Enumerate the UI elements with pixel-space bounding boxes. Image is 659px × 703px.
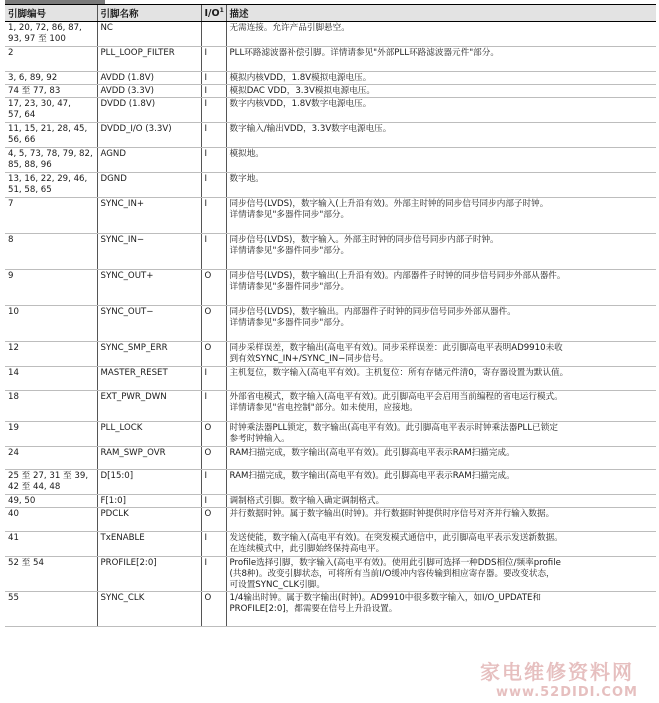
pin-number-cell: 3, 6, 89, 92: [5, 72, 97, 85]
pin-name-cell: SYNC_OUT−: [97, 306, 201, 342]
pin-description-cell: 同步信号(LVDS)，数字输入(上升沿有效)。外部主时钟的同步信号同步内部子时钟。 详情请参见"多器件同步"部分。: [226, 198, 656, 234]
table-row: [5, 557, 656, 592]
table-row: [5, 234, 656, 270]
pin-number-cell: 55: [5, 592, 97, 627]
table-row: [5, 508, 656, 532]
pin-io-cell: I: [201, 367, 226, 391]
table-row: [5, 367, 656, 391]
table-row: [5, 342, 656, 367]
pin-description-cell: 时钟乘法器PLL锁定，数字输出(高电平有效)。此引脚高电平表示时钟乘法器PLL已锁定 参考时钟输入。: [226, 422, 656, 447]
pin-io-cell: I: [201, 198, 226, 234]
watermark-logo: [480, 656, 650, 702]
header-io: [201, 5, 226, 22]
table-row: [5, 447, 656, 470]
pin-io-cell: O: [201, 508, 226, 532]
pin-description-cell: 数字内核VDD，1.8V数字电源电压。: [226, 98, 656, 123]
watermark-url: www.52DIDI.COM: [496, 685, 638, 700]
pin-number-cell: 49, 50: [5, 495, 97, 508]
pin-io-cell: O: [201, 447, 226, 470]
pin-io-cell: I: [201, 495, 226, 508]
pin-description-cell: 同步信号(LVDS)，数字输入。外部主时钟的同步信号同步内部子时钟。 详情请参见"多器件同步"部分。: [226, 234, 656, 270]
pin-description-cell: Profile选择引脚，数字输入(高电平有效)。使用此引脚可选择一种DDS相位/频率profile (共8种)。改变引脚状态，可将所有当前I/O缓冲内容传输到相应寄存器。要改变状态， 可设置SYNC_CLK引脚。: [226, 557, 656, 592]
pin-number-cell: 2: [5, 47, 97, 72]
pin-name-cell: D[15:0]: [97, 470, 201, 495]
pin-description-cell: 发送使能，数字输入(高电平有效)。在突发模式通信中，此引脚高电平表示发送新数据。 在连续模式中，此引脚始终保持高电平。: [226, 532, 656, 557]
pin-description-cell: 1/4输出时钟。属于数字输出(时钟)。AD9910中很多数字输入，如I/O_UPDATE和 PROFILE[2:0]，都需要在信号上升沿设置。: [226, 592, 656, 627]
pin-io-cell: O: [201, 270, 226, 306]
pin-name-cell: AGND: [97, 148, 201, 173]
pin-description-cell: 模拟地。: [226, 148, 656, 173]
pin-description-cell: 数字输入/输出VDD，3.3V数字电源电压。: [226, 123, 656, 148]
table-header-row: [5, 5, 656, 22]
pin-number-cell: 9: [5, 270, 97, 306]
pin-description-cell: 模拟内核VDD，1.8V模拟电源电压。: [226, 72, 656, 85]
pin-io-cell: I: [201, 123, 226, 148]
table-row: [5, 148, 656, 173]
pin-io-cell: I: [201, 532, 226, 557]
pin-io-cell: [201, 22, 226, 47]
pin-number-cell: 17, 23, 30, 47, 57, 64: [5, 98, 97, 123]
pin-io-cell: O: [201, 342, 226, 367]
table-row: [5, 198, 656, 234]
pin-description-cell: RAM扫描完成，数字输出(高电平有效)。此引脚高电平表示RAM扫描完成。: [226, 447, 656, 470]
pin-number-cell: 18: [5, 391, 97, 422]
table-row: [5, 123, 656, 148]
pin-name-cell: SYNC_IN+: [97, 198, 201, 234]
table-row: [5, 306, 656, 342]
pin-name-cell: F[1:0]: [97, 495, 201, 508]
pin-description-table: [5, 4, 656, 627]
pin-number-cell: 40: [5, 508, 97, 532]
pin-io-cell: O: [201, 422, 226, 447]
pin-name-cell: EXT_PWR_DWN: [97, 391, 201, 422]
pin-name-cell: AVDD (3.3V): [97, 85, 201, 98]
header-description: 描述: [226, 5, 656, 22]
table-row: [5, 495, 656, 508]
table-row: [5, 47, 656, 72]
table-row: [5, 270, 656, 306]
pin-name-cell: PLL_LOOP_FILTER: [97, 47, 201, 72]
pin-description-cell: 同步信号(LVDS)，数字输出(上升沿有效)。内部器件子时钟的同步信号同步外部从器件。 详情请参见"多器件同步"部分。: [226, 270, 656, 306]
pin-number-cell: 1, 20, 72, 86, 87, 93, 97 至 100: [5, 22, 97, 47]
table-row: [5, 173, 656, 198]
pin-name-cell: TxENABLE: [97, 532, 201, 557]
header-io-footnote: 1: [219, 6, 224, 14]
pin-io-cell: O: [201, 306, 226, 342]
table-row: [5, 470, 656, 495]
table-row: [5, 72, 656, 85]
pin-number-cell: 19: [5, 422, 97, 447]
pin-number-cell: 14: [5, 367, 97, 391]
pin-name-cell: SYNC_OUT+: [97, 270, 201, 306]
pin-number-cell: 74 至 77, 83: [5, 85, 97, 98]
header-pin-name: 引脚名称: [97, 5, 201, 22]
pin-number-cell: 12: [5, 342, 97, 367]
pin-io-cell: I: [201, 47, 226, 72]
pin-description-cell: PLL环路滤波器补偿引脚。详情请参见"外部PLL环路滤波器元件"部分。: [226, 47, 656, 72]
pin-number-cell: 7: [5, 198, 97, 234]
pin-description-cell: 无需连接。允许产品引脚悬空。: [226, 22, 656, 47]
pin-description-cell: RAM扫描完成，数字输出(高电平有效)。此引脚高电平表示RAM扫描完成。: [226, 470, 656, 495]
pin-number-cell: 25 至 27, 31 至 39, 42 至 44, 48: [5, 470, 97, 495]
pin-name-cell: PLL_LOCK: [97, 422, 201, 447]
pin-number-cell: 41: [5, 532, 97, 557]
pin-description-cell: 调制格式引脚。数字输入确定调制格式。: [226, 495, 656, 508]
pin-number-cell: 13, 16, 22, 29, 46, 51, 58, 65: [5, 173, 97, 198]
pin-name-cell: RAM_SWP_OVR: [97, 447, 201, 470]
pin-number-cell: 10: [5, 306, 97, 342]
pin-io-cell: O: [201, 592, 226, 627]
pin-io-cell: I: [201, 148, 226, 173]
pin-description-cell: 并行数据时钟。属于数字输出(时钟)。并行数据时钟提供时序信号对齐并行输入数据。: [226, 508, 656, 532]
table-row: [5, 391, 656, 422]
pin-name-cell: NC: [97, 22, 201, 47]
pin-description-cell: 外部省电模式，数字输入(高电平有效)。此引脚高电平会启用当前编程的省电运行模式。 详情请参见"省电控制"部分。如未使用，应接地。: [226, 391, 656, 422]
pin-description-cell: 模拟DAC VDD，3.3V模拟电源电压。: [226, 85, 656, 98]
pin-number-cell: 24: [5, 447, 97, 470]
pin-name-cell: SYNC_SMP_ERR: [97, 342, 201, 367]
pin-description-cell: 同步信号(LVDS)，数字输出。内部器件子时钟的同步信号同步外部从器件。 详情请参见"多器件同步"部分。: [226, 306, 656, 342]
table-row: [5, 22, 656, 47]
pin-number-cell: 8: [5, 234, 97, 270]
pin-io-cell: I: [201, 234, 226, 270]
table-row: [5, 532, 656, 557]
pin-name-cell: DVDD (1.8V): [97, 98, 201, 123]
pin-io-cell: I: [201, 85, 226, 98]
pin-io-cell: I: [201, 173, 226, 198]
pin-io-cell: I: [201, 72, 226, 85]
table-row: [5, 98, 656, 123]
pin-name-cell: SYNC_CLK: [97, 592, 201, 627]
pin-name-cell: PDCLK: [97, 508, 201, 532]
pin-number-cell: 11, 15, 21, 28, 45, 56, 66: [5, 123, 97, 148]
pin-name-cell: AVDD (1.8V): [97, 72, 201, 85]
pin-io-cell: I: [201, 98, 226, 123]
pin-name-cell: DVDD_I/O (3.3V): [97, 123, 201, 148]
header-pin-number: 引脚编号: [5, 5, 97, 22]
table-row: [5, 592, 656, 627]
pin-io-cell: I: [201, 391, 226, 422]
pin-number-cell: 4, 5, 73, 78, 79, 82, 85, 88, 96: [5, 148, 97, 173]
pin-name-cell: SYNC_IN−: [97, 234, 201, 270]
pin-number-cell: 52 至 54: [5, 557, 97, 592]
pin-name-cell: DGND: [97, 173, 201, 198]
pin-name-cell: MASTER_RESET: [97, 367, 201, 391]
table-row: [5, 422, 656, 447]
pin-description-cell: 同步采样误差，数字输出(高电平有效)。同步采样误差：此引脚高电平表明AD9910未收 到有效SYNC_IN+/SYNC_IN−同步信号。: [226, 342, 656, 367]
watermark-text: 家电维修资料网: [480, 660, 634, 684]
pin-description-cell: 主机复位，数字输入(高电平有效)。主机复位：所有存储元件清0，寄存器设置为默认值。: [226, 367, 656, 391]
pin-io-cell: I: [201, 470, 226, 495]
pin-name-cell: PROFILE[2:0]: [97, 557, 201, 592]
pin-io-cell: I: [201, 557, 226, 592]
table-row: [5, 85, 656, 98]
pin-description-cell: 数字地。: [226, 173, 656, 198]
header-io-label: I/O: [204, 8, 220, 20]
